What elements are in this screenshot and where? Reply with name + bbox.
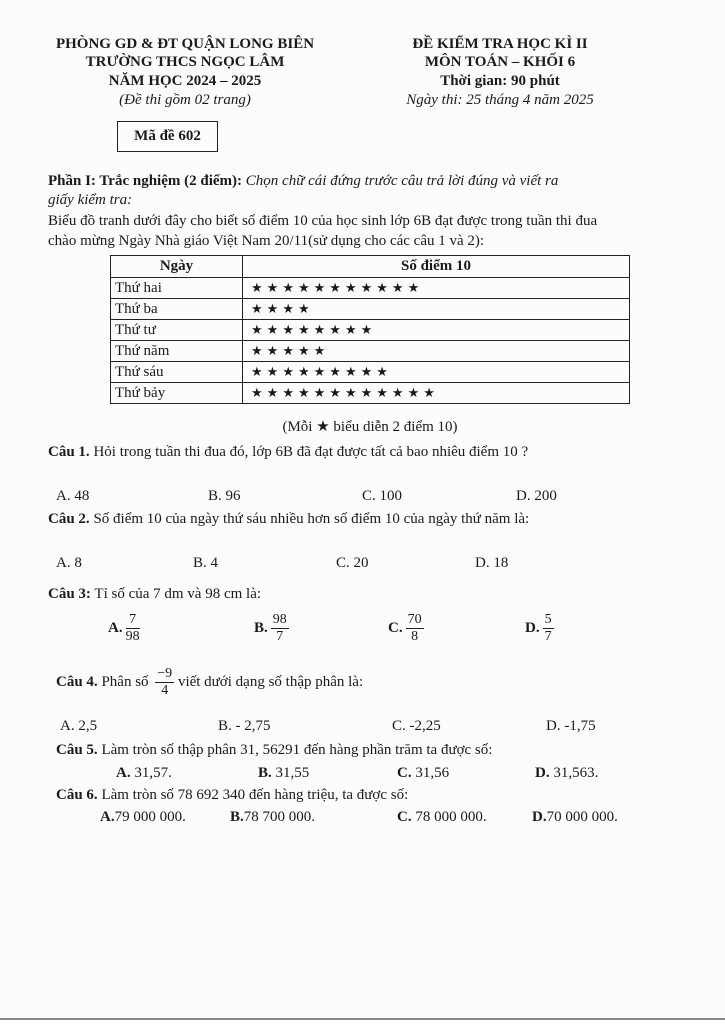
exam-code-box: Mã đề 602 [117,121,218,152]
star-icon: ★ [297,301,314,316]
star-icon: ★ [391,385,408,400]
star-icon: ★ [297,385,314,400]
star-icon: ★ [313,364,330,379]
star-icon: ★ [251,364,267,379]
chart-intro: Biểu đồ tranh dưới đây cho biết số điểm 10 của học sinh lớp 6B đạt được trong tuần thi đua [48,213,598,229]
star-icon: ★ [313,280,330,295]
exam-title: ĐỀ KIỂM TRA HỌC KÌ II [412,36,588,52]
pictograph-star-row [243,362,630,383]
q6-option-b [230,808,315,826]
pictograph-day-label: Thứ bảy [111,383,243,404]
denominator: 98 [125,629,140,644]
pictograph-legend: (Mỗi ★ biểu diễn 2 điểm 10) [282,419,458,435]
q5-option-a-value: 31,57. [130,765,172,781]
q4-option-c: C. -2,25 [392,718,441,734]
star-icon: ★ [266,301,283,316]
denominator: 4 [161,683,169,698]
q2-option-b: B. 4 [193,555,219,571]
q6-option-d-letter: D. [532,809,547,825]
pictograph-star-row [243,299,630,320]
q6-option-c [397,808,487,826]
chart-intro-cont: chào mừng Ngày Nhà giáo Việt Nam 20/11(sử dụng cho các câu 1 và 2): [48,233,485,249]
pictograph-day-label: Thứ sáu [111,362,243,383]
school-year: NĂM HỌC 2024 – 2025 [108,73,262,89]
star-icon: ★ [376,364,392,379]
question-1 [48,443,528,461]
star-icon: ★ [344,280,361,295]
star-icon: ★ [282,322,298,337]
q1-option-a: A. 48 [56,488,90,504]
pictograph-day-label: Thứ tư [111,320,243,341]
star-icon: ★ [313,343,330,358]
pictograph-row [111,320,630,341]
star-icon: ★ [251,301,267,316]
star-icon: ★ [313,322,330,337]
q5-option-d-letter: D. [535,765,550,781]
numerator: 98 [272,612,287,627]
part1-instruction-cont: giấy kiểm tra: [48,192,133,208]
question-1-label: Câu 1. [48,444,90,460]
q5-option-b-letter: B. [258,765,272,781]
star-icon: ★ [297,364,314,379]
q1-option-d: D. 200 [516,488,557,504]
page-count-note: (Đề thi gồm 02 trang) [119,92,251,108]
star-icon: ★ [391,280,408,295]
denominator: 7 [544,629,552,644]
part1-heading [48,172,558,190]
pictograph-row [111,299,630,320]
q6-option-a-letter: A. [100,809,115,825]
question-4-label: Câu 4. [56,673,98,690]
pictograph-star-row [243,383,630,404]
star-icon: ★ [423,385,439,400]
q5-option-a [116,764,172,782]
star-icon: ★ [266,364,283,379]
question-3 [48,585,261,603]
q5-option-c [397,764,449,782]
q4-option-d: D. -1,75 [546,718,596,734]
star-icon: ★ [266,343,283,358]
pictograph-row [111,278,630,299]
question-6-text: Làm tròn số 78 692 340 đến hàng triệu, ta được số: [97,787,409,803]
q1-option-b: B. 96 [208,488,241,504]
q3-option-b-letter: B. [254,619,268,636]
star-icon: ★ [251,280,267,295]
q6-option-a [100,808,186,826]
question-2-text: Số điểm 10 của ngày thứ sáu nhiều hơn số điểm 10 của ngày thứ năm là: [89,511,530,527]
star-icon: ★ [251,385,267,400]
pictograph-row [111,341,630,362]
star-icon: ★ [282,343,298,358]
question-5 [56,741,492,759]
star-icon: ★ [329,280,345,295]
part1-title: Phần I: Trắc nghiệm (2 điểm): [48,173,243,189]
question-6-label: Câu 6. [56,787,98,803]
q6-option-b-letter: B. [230,809,244,825]
q5-option-b [258,764,309,782]
q5-option-a-letter: A. [116,765,131,781]
star-icon: ★ [266,385,283,400]
numerator: −9 [157,666,173,681]
star-icon: ★ [282,301,298,316]
denominator: 8 [411,629,419,644]
pictograph-day-label: Thứ hai [111,278,243,299]
q4-option-b: B. - 2,75 [218,718,271,734]
school-name: TRƯỜNG THCS NGỌC LÂM [85,54,285,70]
question-4-fraction [155,666,174,699]
q5-option-d [535,764,598,782]
numerator: 5 [544,612,552,627]
q2-option-d: D. 18 [475,555,509,571]
question-4-text-before: Phân số [97,673,153,690]
q5-option-c-value: 31,56 [411,765,450,781]
question-5-text: Làm tròn số thập phân 31, 56291 đến hàng phần trăm ta được số: [97,742,493,758]
q1-option-c: C. 100 [362,488,403,504]
star-icon: ★ [360,364,377,379]
star-icon: ★ [344,322,361,337]
question-3-label: Câu 3: [48,586,91,602]
star-icon: ★ [360,322,377,337]
question-6 [56,786,408,804]
question-2 [48,510,529,528]
q3-option-a-letter: A. [108,619,123,636]
q6-option-b-value: 78 700 000. [243,809,316,825]
q6-option-c-letter: C. [397,809,412,825]
exam-subject: MÔN TOÁN – KHỐI 6 [424,54,576,70]
q6-option-d-value: 70 000 000. [546,809,618,825]
question-3-text: Tỉ số của 7 dm và 98 cm là: [90,586,262,602]
numerator: 70 [407,612,422,627]
star-icon: ★ [266,280,283,295]
pictograph-row [111,362,630,383]
q5-option-b-value: 31,55 [271,765,310,781]
numerator: 7 [126,612,140,629]
pictograph-table [110,255,630,404]
star-icon: ★ [407,280,424,295]
q3-option-c-letter: C. [388,619,403,636]
exam-date: Ngày thi: 25 tháng 4 năm 2025 [406,92,594,108]
q3-option-a [108,612,140,645]
question-4 [56,666,363,699]
star-icon: ★ [266,322,283,337]
pictograph-day-label: Thứ năm [111,341,243,362]
star-icon: ★ [297,322,314,337]
q4-option-a: A. 2,5 [60,718,98,734]
school-department: PHÒNG GD & ĐT QUẬN LONG BIÊN [55,36,315,52]
q2-option-a: A. 8 [56,555,82,571]
star-icon: ★ [329,322,345,337]
q5-option-c-letter: C. [397,765,412,781]
star-icon: ★ [251,343,267,358]
star-icon: ★ [297,343,314,358]
q5-option-d-value: 31,563. [549,765,599,781]
q6-option-a-value: 79 000 000. [114,809,186,825]
q3-option-a-fraction [126,612,140,645]
q3-option-c [388,612,424,645]
question-1-text: Hỏi trong tuần thi đua đó, lớp 6B đã đạt được tất cả bao nhiêu điểm 10 ? [89,444,529,460]
star-icon: ★ [251,322,267,337]
pictograph-star-row [243,278,630,299]
star-icon: ★ [344,385,361,400]
exam-duration: Thời gian: 90 phút [440,73,560,89]
question-2-label: Câu 2. [48,511,90,527]
question-5-label: Câu 5. [56,742,98,758]
star-icon: ★ [407,385,424,400]
q3-option-b [254,612,289,645]
star-icon: ★ [282,364,298,379]
pictograph-day-label: Thứ ba [111,299,243,320]
q3-option-d-fraction [543,612,554,645]
scan-edge-line [0,1018,725,1020]
q3-option-c-fraction [406,612,424,645]
star-icon: ★ [282,385,298,400]
star-icon: ★ [313,385,330,400]
q3-option-d [525,612,554,645]
star-icon: ★ [329,364,345,379]
denominator: 7 [276,629,284,644]
q6-option-d [532,808,618,826]
column-header-day: Ngày [111,256,243,278]
star-icon: ★ [282,280,298,295]
pictograph-row [111,383,630,404]
column-header-score: Số điểm 10 [243,256,630,278]
star-icon: ★ [360,385,377,400]
pictograph-star-row [243,320,630,341]
q3-option-d-letter: D. [525,619,540,636]
part1-instruction: Chọn chữ cái đứng trước câu trả lời đúng và viết ra [242,173,559,189]
star-icon: ★ [344,364,361,379]
q3-option-b-fraction [271,612,289,645]
star-icon: ★ [376,385,392,400]
q2-option-c: C. 20 [336,555,369,571]
star-icon: ★ [297,280,314,295]
star-icon: ★ [329,385,345,400]
star-icon: ★ [376,280,392,295]
pictograph-star-row [243,341,630,362]
question-4-text-after: viết dưới dạng số thập phân là: [174,673,364,690]
q6-option-c-value: 78 000 000. [411,809,487,825]
star-icon: ★ [360,280,377,295]
